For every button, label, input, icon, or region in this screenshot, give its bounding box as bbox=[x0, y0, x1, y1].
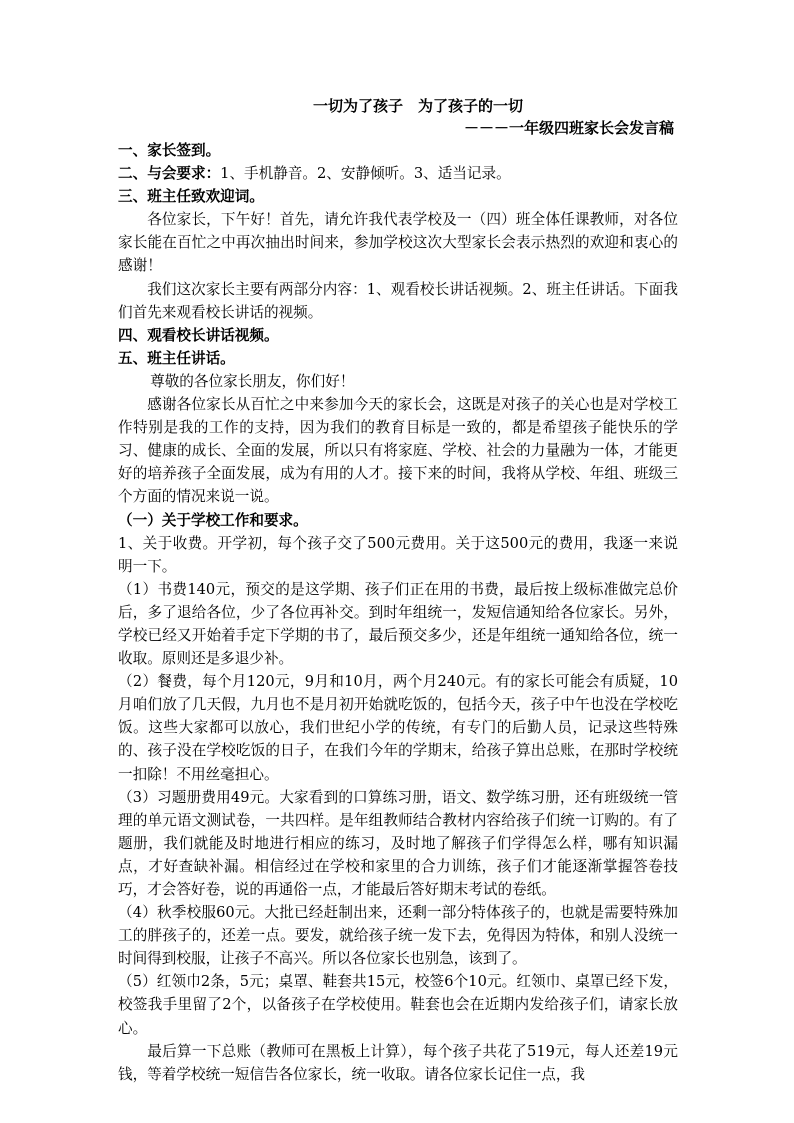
document-page bbox=[118, 95, 678, 1086]
section-heading-welcome: 三、班主任致欢迎词。 bbox=[118, 188, 264, 206]
paragraph-total: 最后算一下总账（教师可在黑板上计算），每个孩子共花了519元，每人还差19元钱，等着学校统一短信告各位家长，统一收取。请各位家长记住一点，我 bbox=[118, 1042, 678, 1083]
paragraph-fee-intro: 1、关于收费。开学初，每个孩子交了500元费用。关于这500元的费用，我逐一来说明一下。 bbox=[118, 534, 678, 575]
paragraph-fee-scarves: （5）红领巾2条，5元；桌罩、鞋套共15元，校签6个10元。红领巾、桌罩已经下发，校签我手里留了2个，以备孩子在学校使用。鞋套也会在近期内发给孩子们，请家长放心。 bbox=[118, 973, 678, 1037]
paragraph-fee-uniform: （4）秋季校服60元。大批已经赶制出来，还剩一部分特体孩子的，也就是需要特殊加工的胖孩子的，还差一点。要发，就给孩子统一发下去，免得因为特体，和别人没统一时间得到校服，让孩子不高兴。所以各位家长也别急，该到了。 bbox=[118, 904, 678, 968]
paragraph-welcome: 各位家长，下午好！首先，请允许我代表学校及一（四）班全体任课教师，对各位家长能在百忙之中再次抽出时间来，参加学校这次大型家长会表示热烈的欢迎和衷心的感谢！ bbox=[118, 211, 678, 275]
document-subtitle: －－－一年级四班家长会发言稿 bbox=[463, 119, 674, 137]
paragraph-intro: 我们这次家长主要有两部分内容：1、观看校长讲话视频。2、班主任讲话。下面我们首先来观看校长讲话的视频。 bbox=[118, 280, 678, 321]
requirements-text: 1、手机静音。2、安静倾听。3、适当记录。 bbox=[220, 165, 511, 183]
paragraph-thanks: 感谢各位家长从百忙之中来参加今天的家长会，这既是对孩子的关心也是对学校工作特别是我的工作的支持，因为我们的教育目标是一致的，都是希望孩子能快乐的学习、健康的成长、全面的发展，所以只有将家庭、学校、社会的力量融为一体，才能更好的培养孩子全面发展，成为有用的人才。接下来的时间，我将从学校、年组、班级三个方面的情况来说一说。 bbox=[118, 396, 678, 506]
paragraph-greeting: 尊敬的各位家长朋友，你们好！ bbox=[150, 372, 355, 390]
paragraph-fee-books: （1）书费140元，预交的是这学期、孩子们正在用的书费，最后按上级标准做完总价后，多了退给各位，少了各位再补交。到时年组统一，发短信通知给各位家长。另外，学校已经又开始着手定下学期的书了，最后预交多少，还是年组统一通知给各位，统一收取。原则还是多退少补。 bbox=[118, 580, 678, 668]
section-heading-video: 四、观看校长讲话视频。 bbox=[118, 326, 279, 344]
paragraph-fee-meals: （2）餐费，每个月120元，9月和10月，两个月240元。有的家长可能会有质疑，10月咱们放了几天假，九月也不是月初开始就吃饭的，包括今天，孩子中午也没在学校吃饭。这些大家都可以放心，我们世纪小学的传统，有专门的后勤人员，记录这些特殊的、孩子没在学校吃饭的日子，在我们今年的学期末，给孩子算出总账，在那时学校统一扣除！不用丝毫担心。 bbox=[118, 673, 678, 783]
section-meeting-requirements bbox=[118, 162, 678, 185]
subsection-heading-school-work: （一）关于学校工作和要求。 bbox=[118, 511, 308, 529]
paragraph-fee-workbooks: （3）习题册费用49元。大家看到的口算练习册，语文、数学练习册，还有班级统一管理的单元语文测试卷，一共四样。是年组教师结合教材内容给孩子们统一订购的。有了题册，我们就能及时地进行相应的练习，及时地了解孩子们学得怎么样，哪有知识漏点，才好查缺补漏。相信经过在学校和家里的合力训练，孩子们才能逐渐掌握答卷技巧，才会答好卷，说的再通俗一点，才能最后答好期末考试的卷纸。 bbox=[118, 788, 678, 898]
section-heading-sign-in: 一、家长签到。 bbox=[118, 142, 221, 159]
document-title: 一切为了孩子 为了孩子的一切 bbox=[312, 97, 523, 115]
section-heading-teacher-speech: 五、班主任讲话。 bbox=[118, 349, 235, 367]
section-heading-requirements: 二、与会要求： bbox=[118, 165, 221, 183]
